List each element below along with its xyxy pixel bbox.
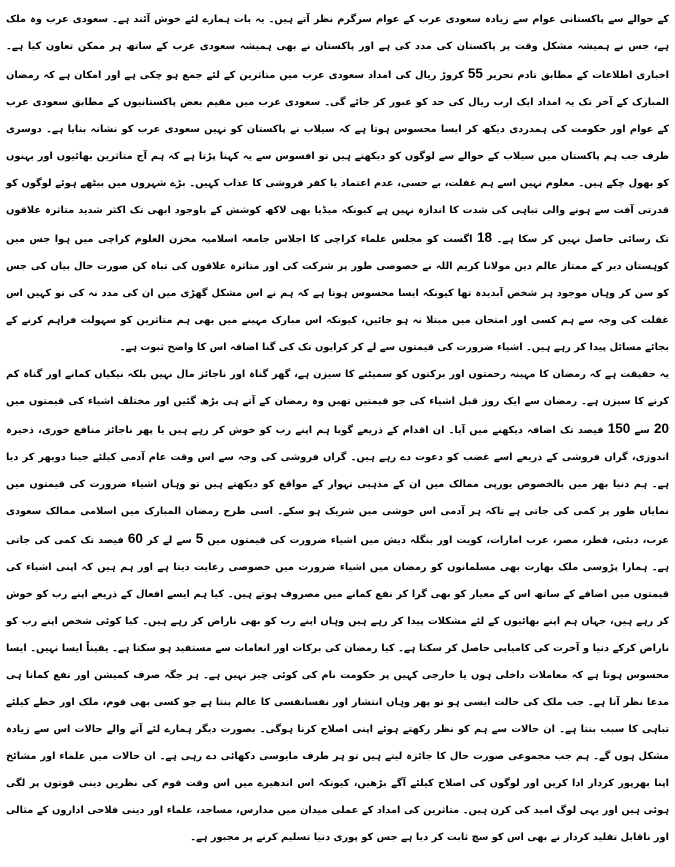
number-figure: 60	[127, 531, 143, 546]
text-run: فیصد تک کمی کی جاتی ہے۔ ہمارا پڑوسی ملک بھارت بھی مسلمانوں کو رمضان میں اشیاء ضرورت میں خصوصی رعایت دیتا ہے اور ہم ہیں کہ اپنی اشیاء کی قیمتوں میں اضافے کے ساتھ اس کے معیار کو بھی گرا کر نفع کمانے میں مصروف ہوتے ہیں۔ کیا ہم ایسے افعال کے ذریعے اپنے رب کو خوش کر رہے ہیں، جہاں ہم اپنے بھائیوں کے لئے مشکلات پیدا کر رہے ہیں وہاں اپنے رب کو بھی ناراض کر رہے ہیں۔ کیا کوئی شخص اپنے رب کو ناراض کرکے دنیا و آخرت کی کامیابی حاصل کر سکتا ہے۔ کیا رمضان کی برکات اور انعامات سے مستفید ہو سکتا ہے۔ یقیناً ایسا نہیں۔ ایسا محسوس ہوتا ہے کہ معاملات داخلی ہوں یا خارجی کہیں پر حکومت نام کی کوئی چیز نہیں ہے۔ ہر جگہ صرف کمیشن اور نفع کمانا ہی مدعا نظر آتا ہے۔ جب ملک کی حالت ایسی ہو تو پھر وہاں انتشار اور نفسانفسی کا عالم بنتا ہے جو کسی بھی قوم، ملک اور خطے کیلئے تباہی کا سبب بنتا ہے۔ ان حالات سے ہم کو نظر رکھتے ہوئے اپنی اصلاح کرنا ہوگی۔ بصورت دیگر ہمارے لئے آنے والے حالات اس سے زیادہ مشکل ہوں گے۔ ہم جب مجموعی صورت حال کا جائزہ لیتے ہیں تو ہر طرف مایوسی دکھائی دے رہی ہے۔ ان حالات میں علماء اور مشائخ اپنا بھرپور کردار ادا کریں اور لوگوں کی اصلاح کیلئے آگے بڑھیں، کیونکہ اس اندھیرے میں اس وقت قوم کی نظریں دینی قوتوں پر لگی ہوئی ہیں اور یہی لوگ امید کی کرن ہیں۔ متاثرین کی امداد کے عملی میدان میں مدارس، مساجد، علماء اور دینی فلاحی اداروں کے مثالی اور ناقابل تقلید کردار نے بھی اس کو سچ ثابت کر دیا ہے جس کو پوری دنیا تسلیم کرنے پر مجبور ہے۔	[6, 535, 669, 843]
number-figure: 55	[467, 66, 483, 81]
text-run: سے لے کر	[142, 535, 196, 546]
text-run: فیصد تک اضافہ دیکھنے میں آیا۔ ان اقدام کے ذریعے گویا ہم اپنے رب کو خوش کر رہے ہیں یا پھر ناجائز منافع خوری، ذخیرہ اندوزی، گراں فروشی کے ذریعے اسے غضب کو دعوت دے رہے ہیں۔ گراں فروشی کی وجہ سے اس وقت عام آدمی کیلئے جینا دوبھر کر دیا ہے۔ ہم دنیا بھر میں بالخصوص یورپی ممالک میں ان کے مذہبی تہوار کے مواقع کو دیکھتے ہیں تو وہاں اشیاء ضرورت کی قیمتوں میں نمایاں طور پر کمی کی جاتی ہے تاکہ ہر آدمی اس خوشی میں شریک ہو سکے۔ اسی طرح رمضان المبارک میں اسلامی ممالک سعودی عرب، دبئی، قطر، مصر، عرب امارات، کویت اور بنگلہ دیش میں اشیاء ضرورت کی قیمتوں میں	[6, 425, 669, 546]
text-run: کروڑ ریال کی امداد سعودی عرب میں متاثرین کے لئے جمع ہو چکی ہے اور امکان ہے کہ رمضان المبارک کے آخر تک یہ امداد ایک ارب ریال کی حد کو عبور کر جائے گی۔ سعودی عرب میں مقیم بعض پاکستانیوں کے مطابق سعودی عرب کے عوام اور حکومت کی ہمدردی دیکھ کر ایسا محسوس ہوتا ہے کہ سیلاب نے پاکستان کو نہیں سعودی عرب کو نشانہ بنایا ہے۔ دوسری طرف جب ہم پاکستان میں سیلاب کے حوالے سے لوگوں کو دیکھتے ہیں تو افسوس سے یہ کہنا پڑتا ہے کہ ہم آج متاثرین بھائیوں اور بہنوں کو بھول چکے ہیں۔ معلوم نہیں اسے ہم غفلت، بے حسی، عدم اعتماد یا کفر فروشی کا عذاب کہیں۔ بڑے شہروں میں بیٹھے ہوئے لوگوں کو قدرتی آفت سے ہونے والی تباہی کی شدت کا اندازہ نہیں ہے کیونکہ میڈیا بھی لاکھ کوشش کے باوجود ابھی تک اکثر شدید متاثرہ علاقوں تک رسائی حاصل نہیں کر سکا ہے۔	[6, 70, 669, 245]
number-figure: 20	[653, 421, 669, 436]
number-figure: 5	[195, 531, 204, 546]
number-figure: 150	[607, 421, 631, 436]
article-paragraph	[6, 361, 669, 851]
text-run: سے	[630, 425, 654, 436]
text-run: کے حوالے سے پاکستانی عوام سے زیادہ سعودی عرب کے عوام سرگرم نظر آتے ہیں۔ یہ بات ہمارے لئے خوش آئند ہے۔ سعودی عرب وہ ملک ہے، جس نے ہمیشہ مشکل وقت پر پاکستان کی مدد کی ہے اور پاکستان نے بھی ہمیشہ سعودی عرب کے ساتھ ہر ممکن تعاون کیا ہے۔ اخباری اطلاعات کے مطابق تادم تحریر	[6, 14, 670, 81]
article-paragraph	[6, 6, 669, 361]
number-figure: 18	[476, 230, 492, 245]
text-run: یہ حقیقت ہے کہ رمضان کا مہینہ رحمتوں اور برکتوں کو سمیٹنے کا سیزن ہے، گھر گناہ اور ناجائز مال نہیں بلکہ نیکیاں کمانے اور گناہ کم کرنے کا سیزن ہے۔ رمضان سے ایک روز قبل اشیاء کی جو قیمتیں تھیں وہ رمضان کے آتے ہی بڑھ گئیں اور مختلف اشیاء کی قیمتوں میں	[6, 369, 669, 407]
text-run: اگست کو مجلس علماء کراچی کا اجلاس جامعہ اسلامیہ مخزن العلوم کراچی میں ہوا جس میں کوہستان دیر کے ممتاز عالم دین مولانا کریم اللہ نے خصوصی طور پر شرکت کی اور متاثرہ علاقوں کی تباہ کن صورت حال بیان کی جس کو سن کر وہاں موجود ہر شخص آبدیدہ تھا کیونکہ ایسا محسوس ہوتا ہے کہ ہم نے اس مشکل گھڑی میں ان کی مدد نہ کی تو کہیں اس غفلت کی وجہ سے ہم کسی اور امتحان میں مبتلا نہ ہو جائیں، کیونکہ اس مبارک مہینے میں بھی ہم متاثرین کو سہولت فراہم کرنے کے بجائے مسائل پیدا کر رہے ہیں۔ اشیاء ضرورت کی قیمتوں سے لے کر کرایوں تک کی گنا اضافہ اس کا واضح ثبوت ہے۔	[6, 234, 669, 353]
